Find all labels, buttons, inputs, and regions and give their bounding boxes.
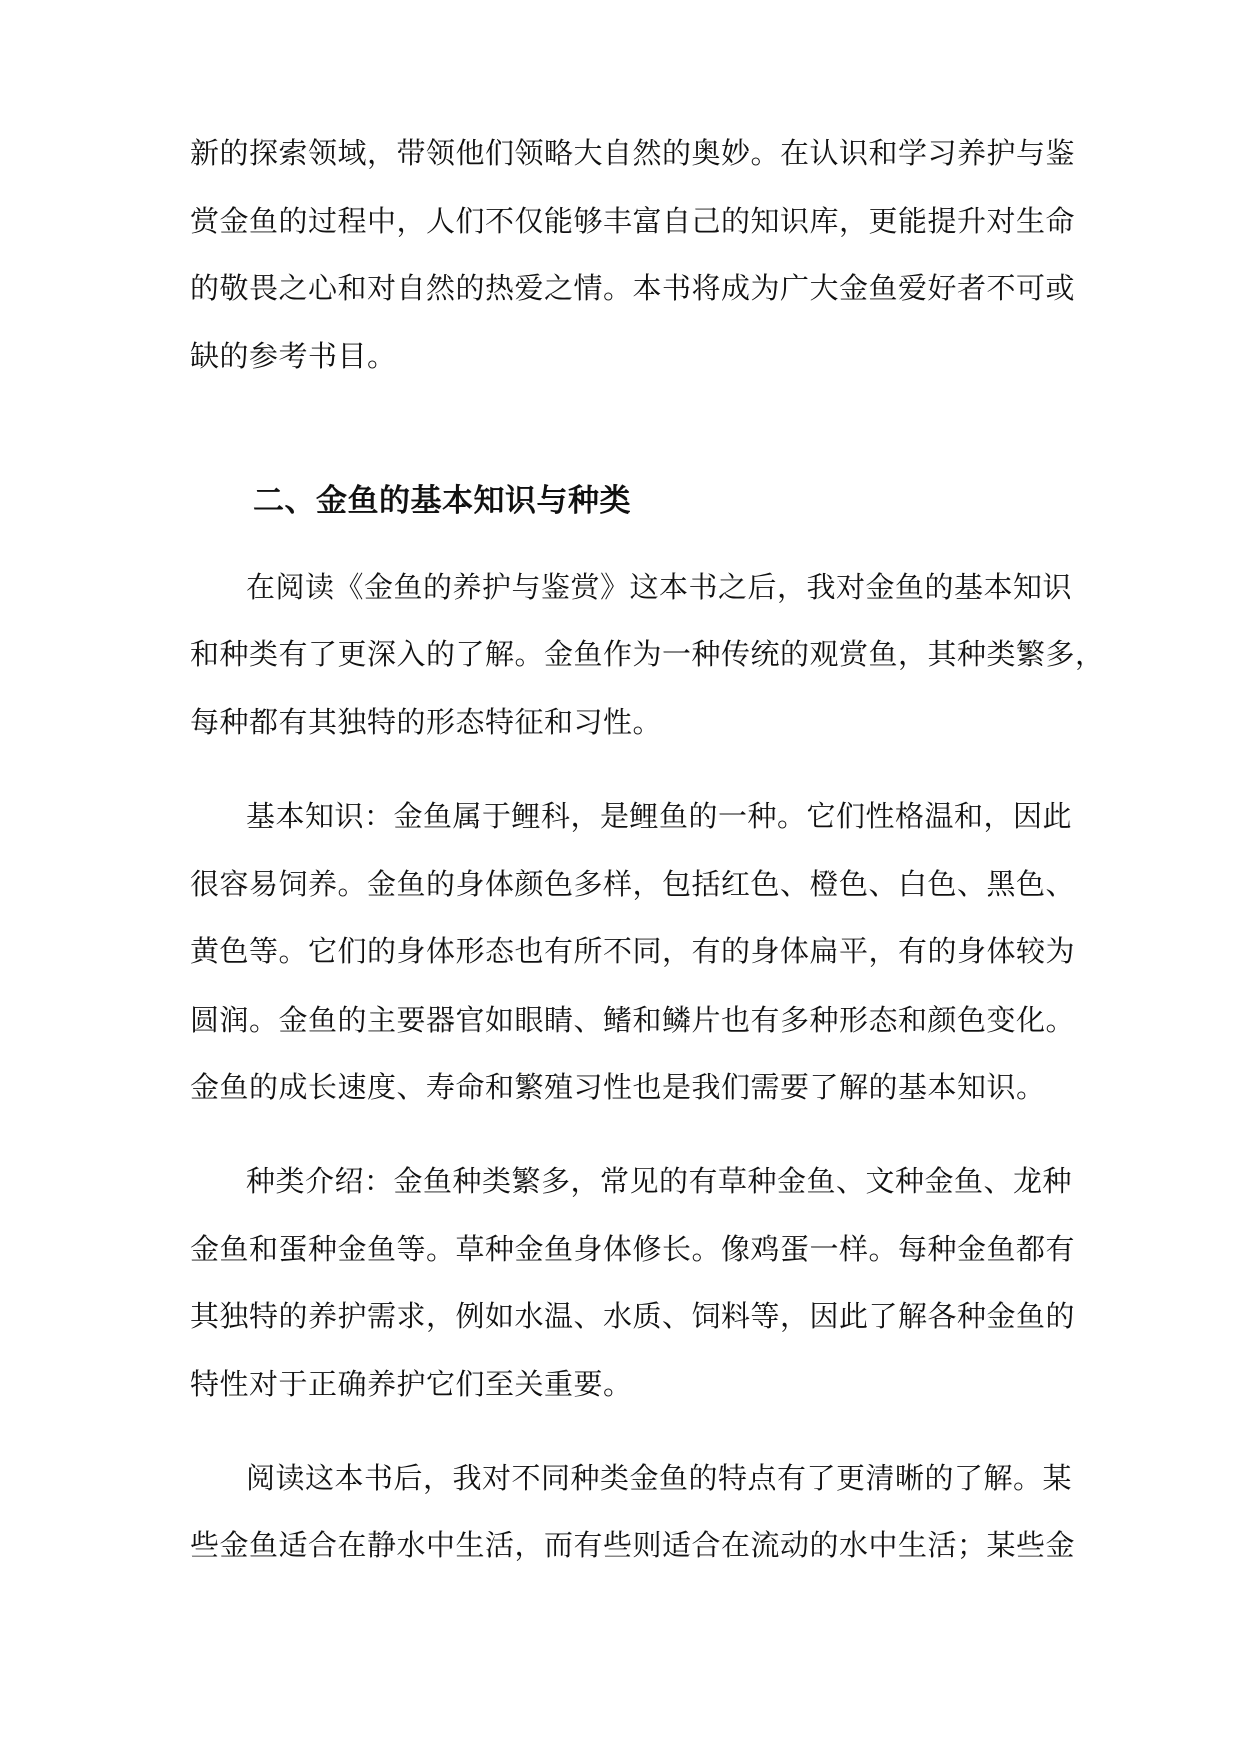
intro-line-2: 赏金鱼的过程中，人们不仅能够丰富自己的知识库，更能提升对生命 <box>190 204 1076 238</box>
paragraph-3-line-1: 种类介绍：金鱼种类繁多，常见的有草种金鱼、文种金鱼、龙种 <box>246 1164 1073 1198</box>
section-heading: 二、金鱼的基本知识与种类 <box>253 483 631 519</box>
paragraph-2-line-3: 黄色等。它们的身体形态也有所不同，有的身体扁平，有的身体较为 <box>190 934 1076 968</box>
paragraph-3-line-4: 特性对于正确养护它们至关重要。 <box>190 1367 633 1401</box>
paragraph-4-line-1: 阅读这本书后，我对不同种类金鱼的特点有了更清晰的了解。某 <box>246 1461 1073 1495</box>
paragraph-2-line-2: 很容易饲养。金鱼的身体颜色多样，包括红色、橙色、白色、黑色、 <box>190 867 1076 901</box>
intro-line-4: 缺的参考书目。 <box>190 339 397 373</box>
paragraph-4-line-2: 些金鱼适合在静水中生活，而有些则适合在流动的水中生活；某些金 <box>190 1528 1076 1562</box>
paragraph-1-line-3: 每种都有其独特的形态特征和习性。 <box>190 705 663 739</box>
paragraph-2-line-5: 金鱼的成长速度、寿命和繁殖习性也是我们需要了解的基本知识。 <box>190 1070 1046 1104</box>
paragraph-1-line-1: 在阅读《金鱼的养护与鉴赏》这本书之后，我对金鱼的基本知识 <box>246 570 1073 604</box>
paragraph-3-line-3: 其独特的养护需求，例如水温、水质、饲料等，因此了解各种金鱼的 <box>190 1299 1076 1333</box>
paragraph-2-line-1: 基本知识：金鱼属于鲤科，是鲤鱼的一种。它们性格温和，因此 <box>246 799 1073 833</box>
intro-line-1: 新的探索领域，带领他们领略大自然的奥妙。在认识和学习养护与鉴 <box>190 136 1076 170</box>
paragraph-3-line-2: 金鱼和蛋种金鱼等。草种金鱼身体修长。像鸡蛋一样。每种金鱼都有 <box>190 1232 1076 1266</box>
paragraph-2-line-4: 圆润。金鱼的主要器官如眼睛、鳍和鳞片也有多种形态和颜色变化。 <box>190 1003 1076 1037</box>
intro-line-3: 的敬畏之心和对自然的热爱之情。本书将成为广大金鱼爱好者不可或 <box>190 271 1076 305</box>
paragraph-1-line-2: 和种类有了更深入的了解。金鱼作为一种传统的观赏鱼，其种类繁多， <box>190 637 1105 671</box>
